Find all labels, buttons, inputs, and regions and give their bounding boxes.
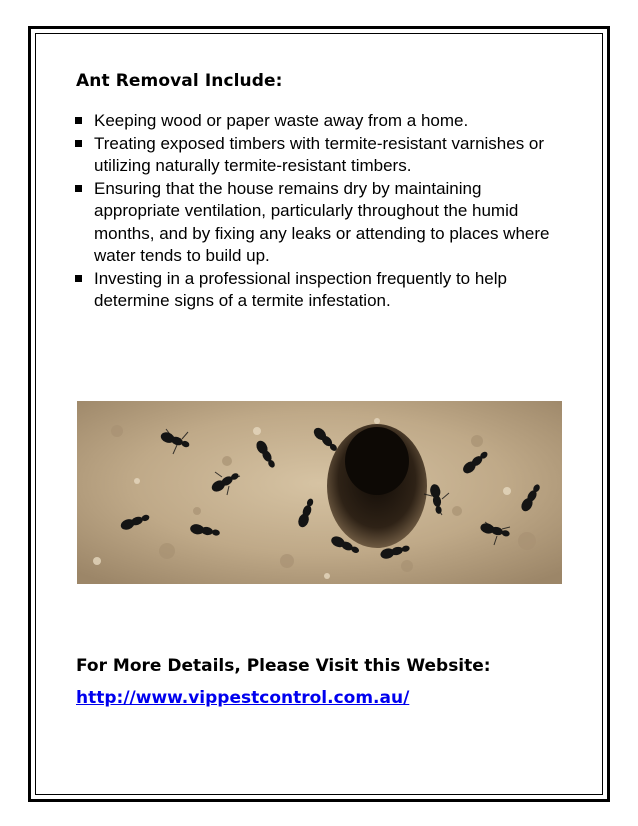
bullet-list [72, 110, 572, 313]
bullet-square-icon [75, 275, 82, 282]
list-item-text: Treating exposed timbers with termite-resistant varnishes or utilizing naturally termite-resistant timbers. [94, 133, 545, 175]
bullet-square-icon [75, 140, 82, 147]
website-link[interactable]: http://www.vippestcontrol.com.au/ [76, 688, 410, 708]
more-details-text: For More Details, Please Visit this Website: [76, 656, 491, 676]
list-item-text: Investing in a professional inspection frequently to help determine signs of a termite infestation. [94, 268, 507, 310]
ant-nest-photo [77, 401, 562, 584]
list-item [72, 178, 572, 268]
list-item [72, 133, 572, 178]
bullet-square-icon [75, 185, 82, 192]
list-item-text: Ensuring that the house remains dry by maintaining appropriate ventilation, particularly throughout the humid months, and by fixing any leaks or attending to places where water tends to build up. [94, 178, 550, 265]
section-heading: Ant Removal Include: [76, 71, 283, 91]
list-item-text: Keeping wood or paper waste away from a home. [94, 111, 469, 130]
list-item [72, 110, 572, 133]
bullet-square-icon [75, 117, 82, 124]
list-item [72, 268, 572, 313]
